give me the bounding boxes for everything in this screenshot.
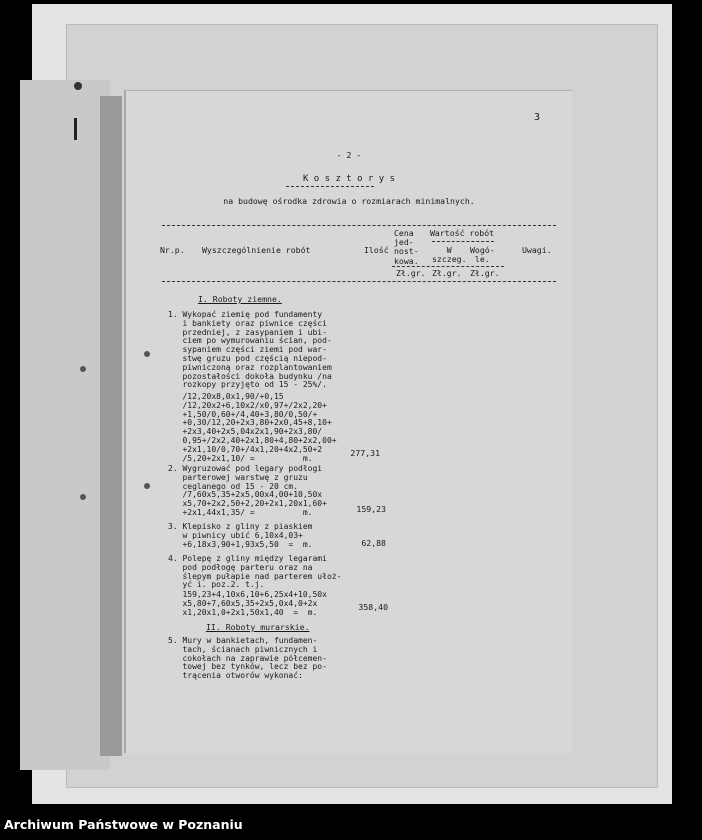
- header-remarks: Uwagi.: [522, 245, 552, 255]
- currency-rule: [392, 266, 504, 267]
- document-page: [124, 90, 572, 753]
- archive-footer: [0, 808, 702, 840]
- header-quantity: Ilość: [364, 245, 389, 255]
- punch-hole-icon: [144, 483, 150, 489]
- punch-hole-icon: [144, 351, 150, 357]
- punch-hole-icon: [80, 366, 86, 372]
- table-rule-bottom: [162, 281, 556, 282]
- header-currency-2: Zł.gr.: [432, 268, 462, 278]
- header-value-each: W szczeg.: [432, 245, 467, 265]
- item-text: 4. Polepę z gliny między legarami pod podłogę parteru oraz na ślepym pułapie nad parterem ułoż- yć i. poz.2. t.j.: [168, 554, 342, 590]
- corner-number: 3: [534, 112, 541, 123]
- header-unit-price: Cena jed- nost- kowa.: [394, 228, 419, 266]
- header-description: Wyszczególnienie robót: [202, 245, 311, 255]
- punch-hole-icon: [80, 494, 86, 500]
- staple-mark-icon: [74, 118, 77, 140]
- document-subtitle: na budowę ośrodka zdrowia o rozmiarach minimalnych.: [223, 196, 475, 206]
- document-title: K o s z t o r y s: [302, 174, 396, 184]
- header-nr: Nr.p.: [160, 245, 185, 255]
- title-underline: [286, 186, 374, 187]
- archive-name: Archiwum Państwowe w Poznaniu: [4, 817, 243, 832]
- item-quantity: 62,88: [361, 538, 386, 548]
- item-calculation: /12,20x8,0x1,90/+0,15 /12,20x2+6,10x2/x0,97+/2x2,20+ +1,50/0,60+/4,40+3,80/0,50/+ +0,30/12,20+2x3,80+2x0,45+8,10+ +2x3,40+2x5,04x2x1,90+2x3,80/ 0,95+/2x2,40+2x1,80+4,80+2x2,00+ +2x1,10/0,70+/4x1,20+4x2,50+2 /5,20+2x1,10/ = m.: [182, 392, 337, 463]
- header-value-total: Wogó- le.: [470, 245, 495, 265]
- left-sheet: [20, 80, 110, 770]
- item-quantity: 159,23: [356, 504, 386, 514]
- section-heading: II. Roboty murarskie.: [206, 622, 310, 632]
- item-quantity: 277,31: [350, 448, 380, 458]
- item-text: 2. Wygruzować pod legary podłogi parterowej warstwę z gruzu ceglanego od 15 - 20 cm.: [168, 464, 323, 491]
- page-number: - 2 -: [336, 150, 362, 160]
- header-currency-1: Zł.gr.: [396, 268, 426, 278]
- section-heading: I. Roboty ziemne.: [198, 294, 282, 304]
- item-calculation: /7,60x5,35+2x5,00x4,00+10,50x x5,70+2x2,50+2,20+2x1,20x1,60+ +2x1,44x1,35/ = m.: [182, 490, 327, 517]
- item-text: 5. Mury w bankietach, fundamen- tach, ścianach piwnicznych i cokołach na zaprawie półcemen- towej bez tynków, lecz bez po- trącenia otworów wykonać:: [168, 636, 327, 681]
- table-rule-top: [162, 225, 556, 226]
- item-calculation: 159,23+4,10x6,10+6,25x4+10,50x x5,80+7,60x5,35+2x5,0x4,0+2x x1,20x1,0+2x1,50x1,40 = m.: [182, 590, 327, 617]
- item-text: 1. Wykopać ziemię pod fundamenty i bankiety oraz piwnice części przedniej, z zasypaniem i ubi- ciem po wymurowaniu ścian, pod- sypaniem części ziemi pod war- stwę gruzu pod częścią niepod- piwniczoną oraz rozplantowaniem pozostałości dokoła budynku /na rozkopy przyjęto od 15 - 25%/.: [168, 310, 332, 390]
- item-calculation: +6,18x3,90+1,93x5,50 = m.: [168, 540, 313, 549]
- item-quantity: 358,40: [358, 602, 388, 612]
- header-value: Wartość robót: [430, 228, 495, 238]
- binder-hole-icon: [74, 82, 82, 90]
- value-rule: [432, 241, 494, 242]
- left-sheet-edge: [100, 96, 122, 756]
- header-currency-3: Zł.gr.: [470, 268, 500, 278]
- item-text: 3. Klepisko z gliny z piaskiem w piwnicy ubić 6,10x4,03+: [168, 522, 313, 540]
